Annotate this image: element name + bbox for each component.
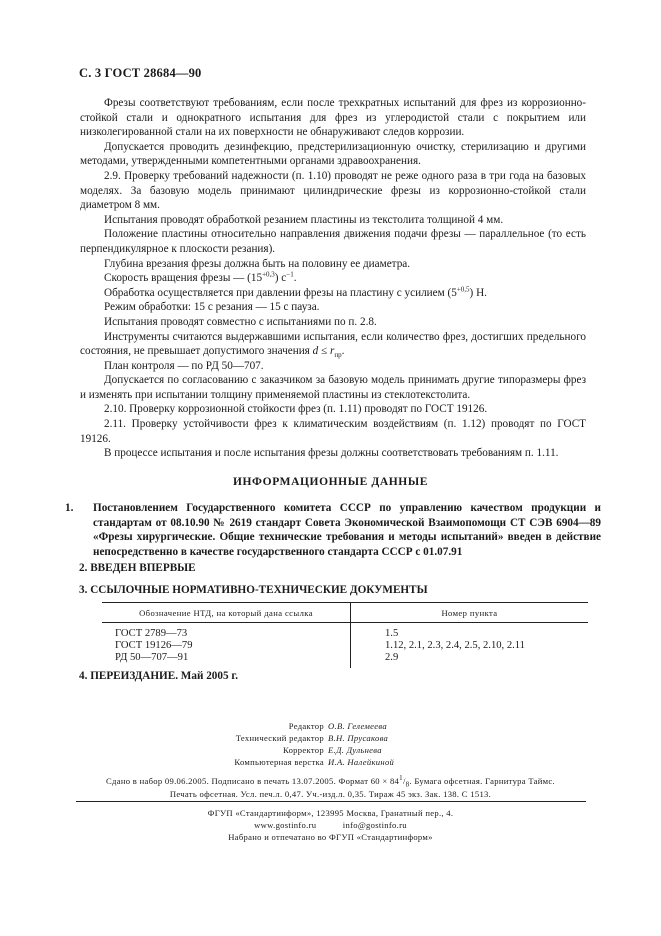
paragraph: В процессе испытания и после испытания фрезы должны соответствовать требованиям п. 1.11. [104, 447, 559, 460]
text: Сдано в набор 09.06.2005. Подписано в печать 13.07.2005. Формат 60 × 84 [106, 776, 400, 786]
paragraph: Допускается проводить дезинфекцию, предстерилизационную очистку, стерилизацию и другими методами, утвержденными компетентными органами здравоохранения. [80, 140, 586, 168]
clause-number: 2.9 [385, 652, 399, 663]
column-header: Номер пункта [351, 603, 589, 623]
publisher-address: ФГУП «Стандартинформ», 123995 Москва, Гранатный пер., 4. [207, 808, 454, 818]
text: Скорость вращения фрезы — (15 [104, 272, 263, 285]
paragraph: Допускается по согласованию с заказчиком за базовую модель принимать другие типоразмеры фрез и изменять при испытании толщину применяемой пластины из стеклотекстолита. [80, 374, 586, 401]
paragraph: Положение пластины относительно направления движения подачи фрезы — параллельное (то есть перпендикулярное к плоскости резания). [80, 228, 586, 255]
limit-state-paragraph [80, 330, 586, 359]
references-table [102, 602, 588, 668]
text: Инструменты считаются выдержавшими испытания, если количество фрез, достигших предельного состояния, не превышает допустимого значения [80, 330, 586, 358]
paragraph: План контроля — по РД 50—707. [104, 359, 264, 372]
table-header-row [102, 603, 588, 623]
table-cell [351, 623, 589, 669]
superscript: +0,5 [456, 284, 470, 293]
credit-role: Корректор [282, 745, 324, 755]
page-header: С. 3 ГОСТ 28684—90 [79, 66, 202, 80]
paragraph: 2.9. Проверку требований надежности (п. 1.10) проводят не реже одного раза в три года на базовых моделях. За базовую модель принимают цилиндрические фрезы из коррозионно-стойкой стали диаметром 8 мм. [80, 169, 586, 212]
paragraph: 2.10. Проверку коррозионной стойкости фрез (п. 1.11) проводят по ГОСТ 19126. [104, 403, 488, 416]
credit-role: Компьютерная верстка [234, 757, 324, 767]
test-methods-text [80, 96, 586, 461]
divider [76, 801, 586, 802]
credit-name: Е.Д. Дульнева [328, 745, 382, 755]
credit-role: Технический редактор [235, 733, 324, 743]
text: Обработка осуществляется при давлении фрезы на пластину с усилием (5 [104, 286, 457, 299]
column-header: Обозначение НТД, на который дана ссылка [102, 603, 351, 623]
credit-row [0, 744, 661, 756]
text: . Бумага офсетная. Гарнитура Таймс. [409, 776, 555, 786]
pressure-paragraph [80, 286, 586, 301]
publisher-info [0, 807, 661, 843]
info-item-4: 4. ПЕРЕИЗДАНИЕ. Май 2005 г. [79, 670, 238, 682]
table-row [102, 623, 588, 669]
superscript: −1 [286, 270, 294, 279]
paragraph: 2.11. Проверку устойчивости фрез к климатическим воздействиям (п. 1.12) проводят по ГОСТ 19126. [80, 418, 586, 445]
superscript: +0,3 [262, 270, 275, 279]
text: ) Н. [469, 286, 487, 299]
credit-name: В.Н. Прусакова [328, 733, 389, 743]
credit-row [0, 720, 661, 732]
subscript: 8 [405, 780, 410, 789]
text: / [402, 776, 406, 786]
printed-by: Набрано и отпечатано во ФГУП «Стандартинформ» [228, 832, 433, 842]
subscript: пр [334, 351, 342, 360]
text: ) с [274, 272, 287, 285]
credit-role: Редактор [288, 721, 324, 731]
credit-name: О.В. Гелемеева [328, 721, 387, 731]
website-link[interactable]: www.gostinfo.ru [254, 820, 317, 830]
formula: d ≤ r [312, 345, 335, 358]
imprint-line [0, 775, 661, 788]
text: . [293, 272, 297, 285]
doc-designation: РД 50—707—91 [115, 652, 189, 663]
info-item-1 [65, 501, 601, 559]
text: . [341, 345, 345, 358]
superscript: 1 [399, 774, 403, 783]
table-cell [102, 623, 351, 669]
print-imprint [0, 775, 661, 800]
info-section-title: ИНФОРМАЦИОННЫЕ ДАННЫЕ [232, 476, 429, 488]
item-text: Постановлением Государственного комитета СССР по управлению качеством продукции и стандартам от 08.10.90 № 2619 стандарт Совета Экономической Взаимопомощи СТ СЭВ 6904—89 «Фрезы хирургические. Общие технические требования и методы испытаний» введен в действие непосредственно в качестве государственного стандарта СССР с 01.07.91 [93, 502, 601, 558]
doc-designation: ГОСТ 19126—79 [115, 640, 193, 651]
paragraph: Испытания проводят совместно с испытаниями по п. 2.8. [104, 315, 377, 328]
paragraph: Испытания проводят обработкой резанием пластины из текстолита толщиной 4 мм. [104, 213, 504, 226]
info-item-2: 2. ВВЕДЕН ВПЕРВЫЕ [79, 562, 196, 574]
email-link[interactable]: info@gostinfo.ru [342, 820, 407, 830]
paragraph: Режим обработки: 15 с резания — 15 с пауза. [104, 301, 320, 314]
info-item-3: 3. ССЫЛОЧНЫЕ НОРМАТИВНО-ТЕХНИЧЕСКИЕ ДОКУМЕНТЫ [79, 584, 428, 596]
doc-designation: ГОСТ 2789—73 [115, 628, 188, 639]
credit-row [0, 756, 661, 768]
imprint-line: Печать офсетная. Усл. печ.л. 0,47. Уч.-изд.л. 0,35. Тираж 45 экз. Зак. 138. С 1513. [169, 788, 492, 799]
rotation-speed-paragraph [80, 271, 586, 286]
paragraph: Глубина врезания фрезы должна быть на половину ее диаметра. [104, 257, 411, 270]
clause-number: 1.5 [385, 628, 399, 639]
credit-row [0, 732, 661, 744]
credit-name: И.А. Налейкиной [328, 757, 395, 767]
publisher-contacts [0, 819, 661, 831]
paragraph: Фрезы соответствуют требованиям, если после трехкратных испытаний для фрез из коррозионно-стойкой стали и однократного испытания для фрез из углеродистой стали с покрытием или низколегированной стали на их поверхности не обнаруживают следов коррозии. [80, 97, 586, 139]
editorial-credits [0, 720, 661, 768]
clause-number: 1.12, 2.1, 2.3, 2.4, 2.5, 2.10, 2.11 [385, 640, 525, 651]
item-number: 1. [65, 502, 74, 514]
